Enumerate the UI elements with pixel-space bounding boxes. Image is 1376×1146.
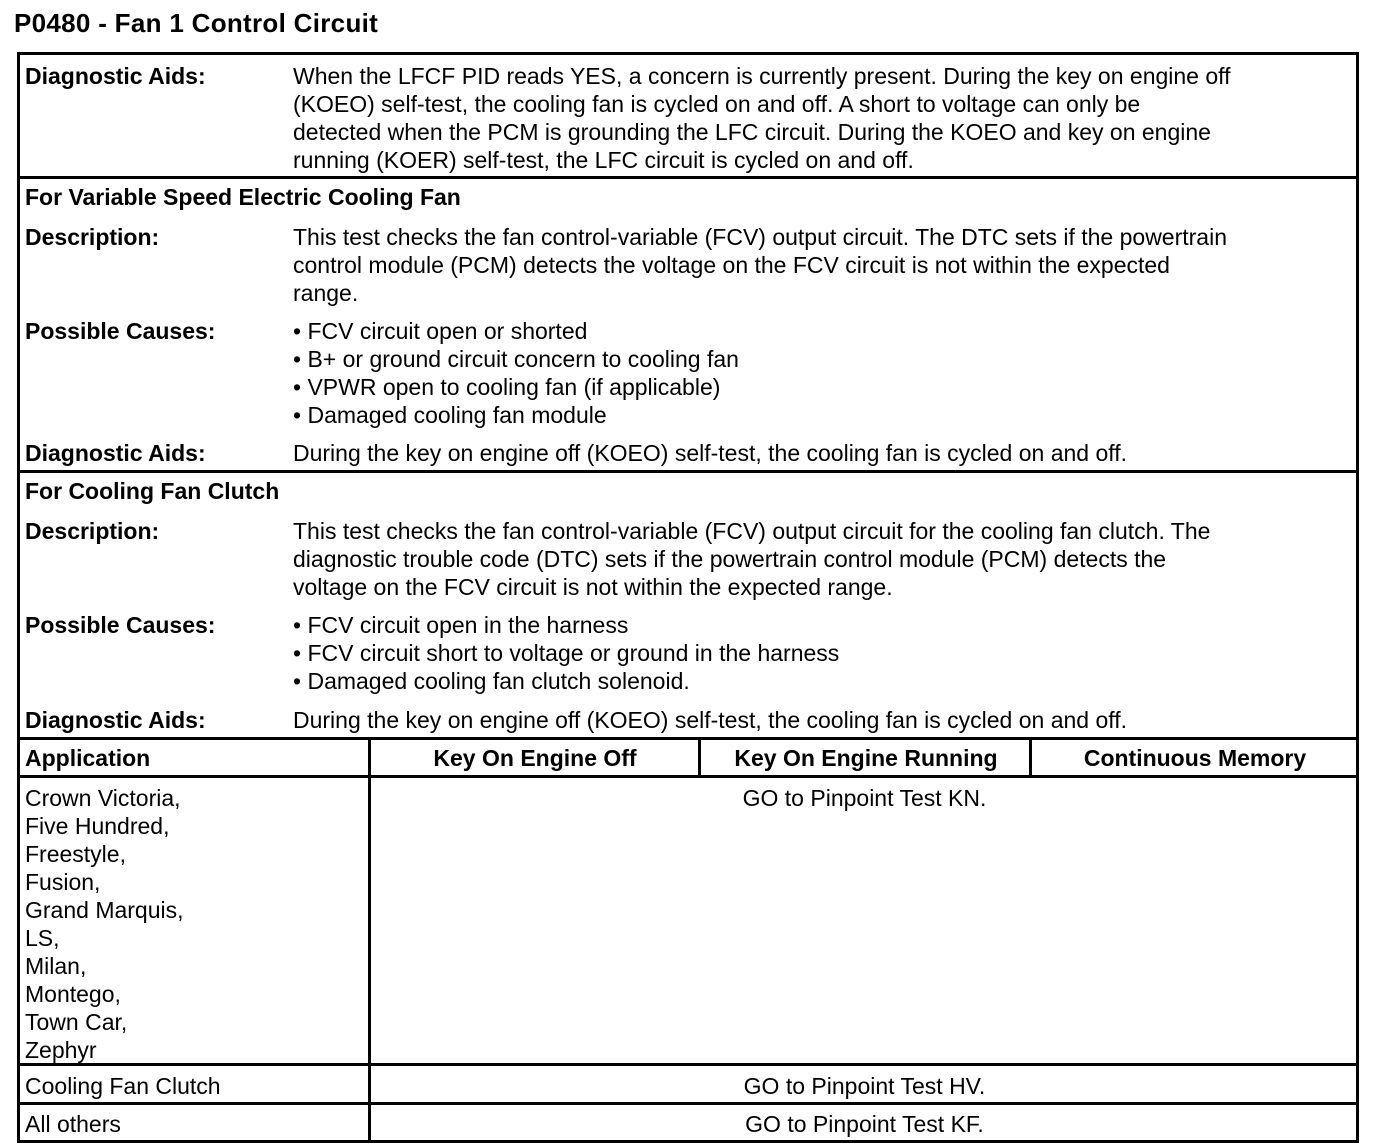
application-name: Grand Marquis, — [25, 897, 184, 923]
list-item: • FCV circuit short to voltage or ground in the harness — [293, 639, 1346, 667]
top-aids-text — [293, 62, 1346, 174]
aids-text: During the key on engine off (KOEO) self-test, the cooling fan is cycled on and off. — [293, 440, 1128, 466]
table-header-continuous-memory: Continuous Memory — [1083, 745, 1307, 771]
list-item: • FCV circuit open in the harness — [293, 611, 1346, 639]
divider — [20, 775, 1356, 778]
table-header-koer: Key On Engine Running — [734, 745, 998, 771]
application-cell — [25, 784, 184, 1064]
column-divider — [1029, 737, 1032, 776]
column-divider — [368, 737, 371, 1143]
application-name: Fusion, — [25, 869, 101, 895]
description-label: Description: — [25, 224, 160, 250]
divider — [20, 1102, 1356, 1105]
application-name: Five Hundred, — [25, 813, 170, 839]
action-cell: GO to Pinpoint Test KN. — [742, 785, 987, 811]
causes-label: Possible Causes: — [25, 612, 216, 638]
top-aids-label: Diagnostic Aids: — [25, 63, 206, 89]
list-item: • B+ or ground circuit concern to cooling fan — [293, 345, 1346, 373]
page-title: P0480 - Fan 1 Control Circuit — [14, 8, 379, 38]
variable-speed-heading: For Variable Speed Electric Cooling Fan — [25, 184, 461, 210]
divider — [20, 470, 1356, 473]
top-aids-line: When the LFCF PID reads YES, a concern is currently present. During the key on engine off — [293, 63, 1231, 89]
application-name: Montego, — [25, 981, 121, 1007]
table-header-koeo: Key On Engine Off — [433, 745, 637, 771]
description-label: Description: — [25, 518, 160, 544]
description-line: This test checks the fan control-variable (FCV) output circuit. The DTC sets if the powertrain — [293, 224, 1227, 250]
list-item: • VPWR open to cooling fan (if applicable) — [293, 373, 1346, 401]
aids-label: Diagnostic Aids: — [25, 440, 206, 466]
causes-list — [293, 317, 1346, 429]
application-name: Crown Victoria, — [25, 785, 181, 811]
list-item: • Damaged cooling fan clutch solenoid. — [293, 667, 1346, 695]
application-name: Freestyle, — [25, 841, 126, 867]
divider — [20, 176, 1356, 179]
top-aids-line: detected when the PCM is grounding the LFC circuit. During the KOEO and key on engine — [293, 119, 1211, 145]
column-divider — [698, 737, 701, 776]
table-row — [25, 784, 184, 1064]
application-name: Zephyr — [25, 1037, 97, 1063]
clutch-heading: For Cooling Fan Clutch — [25, 478, 280, 504]
application-name: Milan, — [25, 953, 87, 979]
description-line: This test checks the fan control-variable (FCV) output circuit for the cooling fan clutch. The — [293, 518, 1211, 544]
application-cell: All others — [25, 1111, 121, 1137]
application-cell: Cooling Fan Clutch — [25, 1073, 221, 1099]
divider — [20, 737, 1356, 740]
dtc-table — [17, 52, 1359, 1143]
application-name: LS, — [25, 925, 60, 951]
list-item: • Damaged cooling fan module — [293, 401, 1346, 429]
description-text — [293, 517, 1346, 601]
description-line: control module (PCM) detects the voltage on the FCV circuit is not within the expected — [293, 252, 1170, 278]
top-aids-line: running (KOER) self-test, the LFC circuit is cycled on and off. — [293, 147, 914, 173]
aids-label: Diagnostic Aids: — [25, 707, 206, 733]
causes-list — [293, 611, 1346, 695]
table-header-application: Application — [25, 745, 151, 771]
causes-label: Possible Causes: — [25, 318, 216, 344]
aids-text: During the key on engine off (KOEO) self-test, the cooling fan is cycled on and off. — [293, 707, 1128, 733]
description-line: range. — [293, 280, 359, 306]
description-text — [293, 223, 1346, 307]
top-aids-line: (KOEO) self-test, the cooling fan is cycled on and off. A short to voltage can only be — [293, 91, 1141, 117]
divider — [20, 1063, 1356, 1066]
description-line: diagnostic trouble code (DTC) sets if the powertrain control module (PCM) detects the — [293, 546, 1167, 572]
list-item: • FCV circuit open or shorted — [293, 317, 1346, 345]
description-line: voltage on the FCV circuit is not within the expected range. — [293, 574, 893, 600]
action-cell: GO to Pinpoint Test KF. — [745, 1111, 984, 1137]
action-cell: GO to Pinpoint Test HV. — [743, 1073, 986, 1099]
application-name: Town Car, — [25, 1009, 128, 1035]
